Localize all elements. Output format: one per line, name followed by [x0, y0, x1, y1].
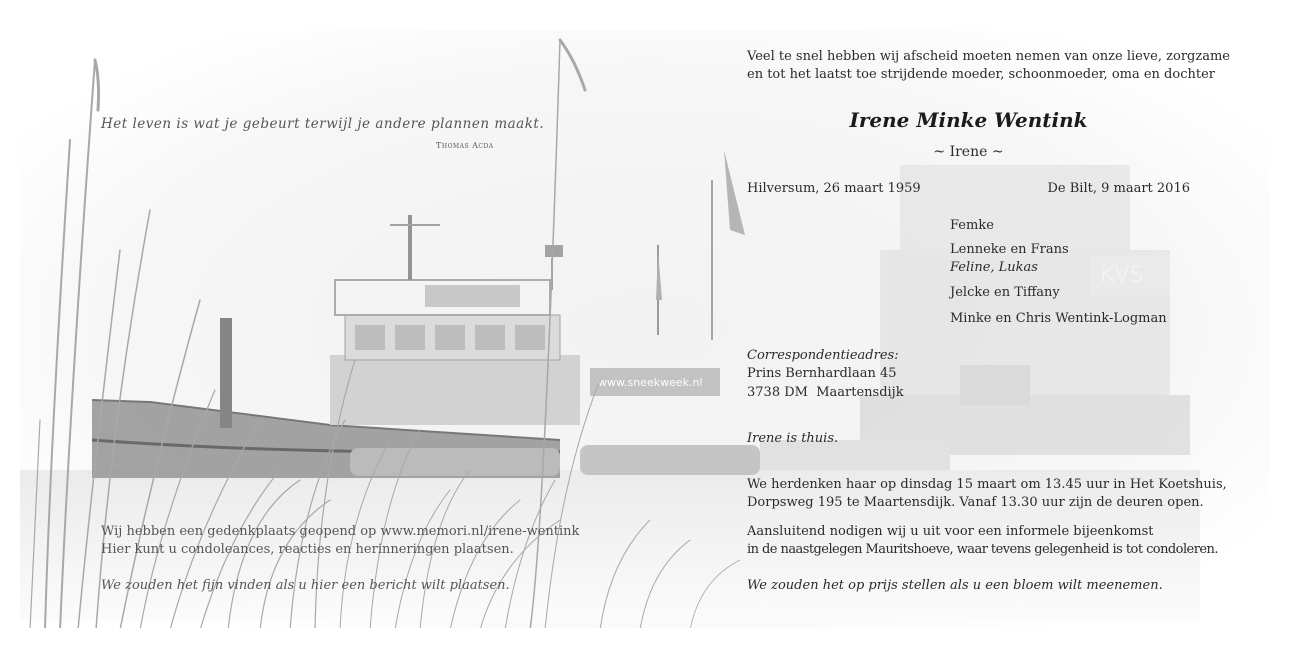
death-info: De Bilt, 9 maart 2016	[1047, 181, 1190, 196]
memorial-request: We zouden het fijn vinden als u hier een bericht wilt plaatsen.	[101, 578, 510, 593]
flowers-note: We zouden het op prijs stellen als u een bloem wilt meenemen.	[747, 578, 1163, 593]
address-city: 3738 DM Maartensdijk	[747, 385, 904, 400]
birth-info: Hilversum, 26 maart 1959	[747, 181, 921, 196]
family-grandchildren: Feline, Lukas	[950, 260, 1038, 275]
service-line-1: We herdenken haar op dinsdag 15 maart om 13.45 uur in Het Koetshuis,	[747, 477, 1227, 492]
address-label: Correspondentieadres:	[747, 348, 899, 363]
family-jelcke-tiffany: Jelcke en Tiffany	[950, 285, 1060, 300]
memorial-line-2: Hier kunt u condoleances, reacties en herinneringen plaatsen.	[101, 542, 514, 557]
address-street: Prins Bernhardlaan 45	[747, 366, 897, 381]
quote: Het leven is wat je gebeurt terwijl je andere plannen maakt.	[101, 116, 545, 132]
family-minke-chris: Minke en Chris Wentink-Logman	[950, 311, 1167, 326]
family-femke: Femke	[950, 218, 994, 233]
gathering-line-2: in de naastgelegen Mauritshoeve, waar tevens gelegenheid is tot condoleren.	[747, 542, 1218, 557]
intro-line-1: Veel te snel hebben wij afscheid moeten nemen van onze lieve, zorgzame	[747, 49, 1230, 64]
intro-line-2: en tot het laatst toe strijdende moeder, schoonmoeder, oma en dochter	[747, 67, 1215, 82]
full-name: Irene Minke Wentink	[849, 108, 1088, 132]
gathering-line-1: Aansluitend nodigen wij u uit voor een informele bijeenkomst	[747, 524, 1154, 539]
home-note: Irene is thuis.	[747, 431, 839, 446]
svg-text:KVS: KVS	[1100, 263, 1144, 288]
memorial-line-1: Wij hebben een gedenkplaats geopend op www.memori.nl/irene-wentink	[101, 524, 580, 539]
nickname: ~ Irene ~	[933, 144, 1004, 160]
boat-sign: www.sneekweek.nl	[598, 376, 703, 389]
family-lenneke-frans: Lenneke en Frans	[950, 242, 1069, 257]
service-line-2: Dorpsweg 195 te Maartensdijk. Vanaf 13.30 uur zijn de deuren open.	[747, 495, 1204, 510]
quote-author: Thomas Acda	[436, 141, 494, 150]
